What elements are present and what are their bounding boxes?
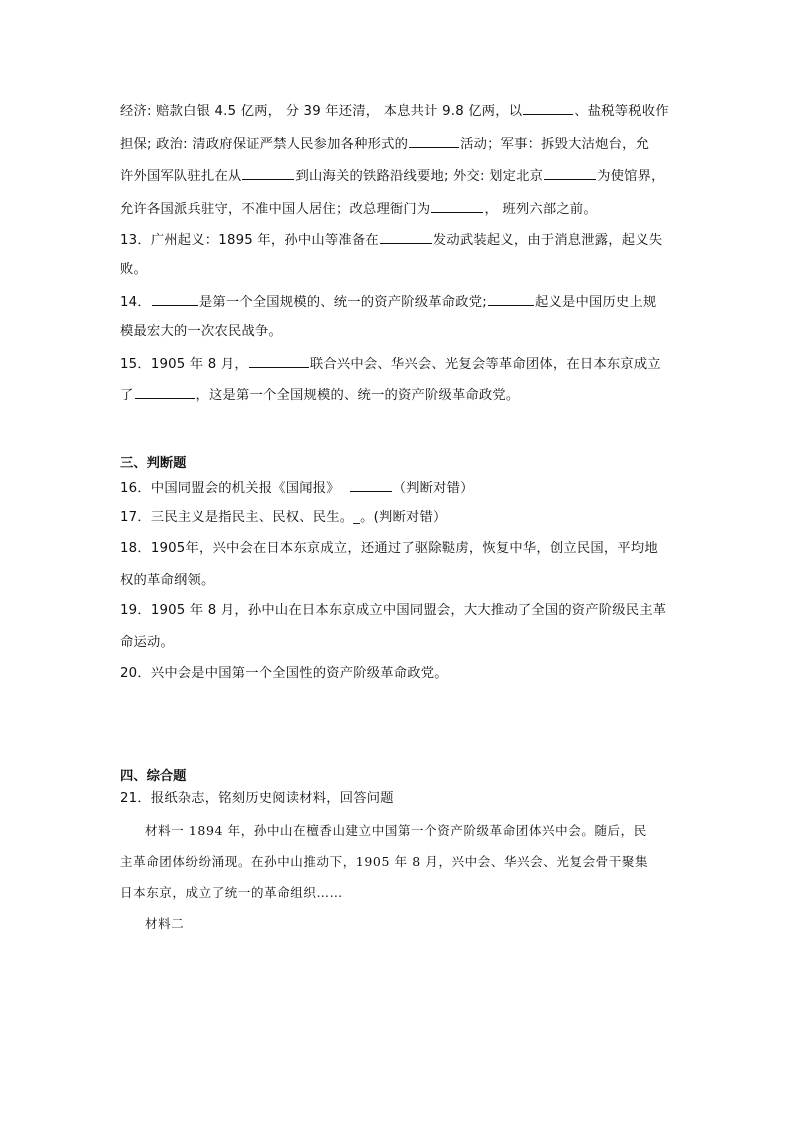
q14-line-2 [120, 323, 282, 341]
q15-text: ，这是第一个全国规模的、统一的资产阶级革命政党。 [195, 388, 520, 403]
q12-text: 经济: 赔款白银 4.5 亿两， 分 39 年还清， 本息共计 9.8 亿两，以 [120, 104, 523, 119]
material-1-line-1: 材料一 1894 年，孙中山在檀香山建立中国第一个资产阶级革命团体兴中会。随后，民 [145, 823, 647, 838]
q12-line-4 [120, 199, 597, 219]
q12-line-3 [120, 166, 665, 186]
q19-line-1: 19．1905 年 8 月，孙中山在日本东京成立中国同盟会，大大推动了全国的资产阶级民主革 [120, 603, 667, 618]
answer-blank[interactable] [242, 166, 294, 180]
q14-text: 起义是中国历史上规 [534, 295, 657, 310]
q12-text: 到山海关的铁路沿线要地; 外交: 划定北京 [295, 169, 544, 184]
q19-line-2: 命运动。 [120, 635, 174, 650]
q15-line-1 [120, 354, 661, 374]
q18-line-2: 权的革命纲领。 [120, 573, 215, 588]
q14-text: 14． [120, 295, 151, 310]
q12-text: ， 班列六部之前。 [484, 202, 597, 217]
answer-blank[interactable] [431, 199, 483, 213]
q14-text: 是第一个全国规模的、统一的资产阶级革命政党; [198, 295, 487, 310]
answer-blank[interactable] [152, 292, 198, 306]
answer-blank[interactable] [544, 166, 596, 180]
q16-text: （判断对错） [392, 481, 474, 496]
q12-text: 许外国军队驻扎在从 [120, 169, 242, 184]
q14-text: 模最宏大的一次农民战争。 [120, 324, 282, 339]
q12-text: 活动；军事：拆毁大沽炮台，允 [460, 137, 650, 152]
q12-text: 允许各国派兵驻守，不准中国人居住；改总理衙门为 [120, 202, 431, 217]
q13-text: 发动武装起义，由于消息泄露，起义失 [432, 233, 663, 248]
q21-stem: 21．报纸杂志，铭刻历史阅读材料，回答问题 [120, 791, 394, 806]
q17-line: 17．三民主义是指民主、民权、民生。_。(判断对错） [120, 510, 447, 525]
q18-line-1: 18．1905年，兴中会在日本东京成立，还通过了驱除鞑虏，恢复中华，创立民国，平均地 [120, 541, 658, 556]
section-heading-judgement: 三、判断题 [120, 456, 187, 471]
q13-text: 13．广州起义：1895 年，孙中山等准备在 [120, 233, 379, 248]
q15-text: 15．1905 年 8 月， [120, 357, 248, 372]
q13-line-1 [120, 230, 662, 250]
q12-text: 为使馆界， [597, 169, 665, 184]
q16-text: 16．中国同盟会的机关报《国闻报》 [120, 481, 340, 496]
q14-line-1 [120, 292, 656, 312]
material-1-line-2: 主革命团体纷纷涌现。在孙中山推动下，1905 年 8 月，兴中会、华兴会、光复会骨干聚集 [120, 854, 649, 869]
answer-blank[interactable] [523, 101, 573, 115]
section-heading-comprehensive: 四、综合题 [120, 769, 187, 784]
q13-text: 败。 [120, 262, 147, 277]
answer-blank[interactable] [350, 478, 392, 492]
answer-blank[interactable] [488, 292, 534, 306]
q13-line-2 [120, 261, 147, 279]
q12-line-2 [120, 134, 649, 154]
q12-text: 、盐税等税收作 [574, 104, 669, 119]
q16-line [120, 478, 474, 498]
answer-blank[interactable] [409, 134, 459, 148]
q15-line-2 [120, 385, 519, 405]
q12-text: 担保; 政治: 清政府保证严禁人民参加各种形式的 [120, 137, 409, 152]
answer-blank[interactable] [249, 354, 309, 368]
answer-blank[interactable] [135, 385, 195, 399]
material-2-label: 材料二 [145, 916, 185, 931]
q15-text: 联合兴中会、华兴会、光复会等革命团体，在日本东京成立 [309, 357, 661, 372]
answer-blank[interactable] [380, 230, 432, 244]
material-1-line-3: 日本东京，成立了统一的革命组织…… [120, 885, 343, 900]
q15-text: 了 [120, 388, 134, 403]
q20-line: 20．兴中会是中国第一个全国性的资产阶级革命政党。 [120, 666, 448, 681]
q12-line-1 [120, 101, 669, 121]
